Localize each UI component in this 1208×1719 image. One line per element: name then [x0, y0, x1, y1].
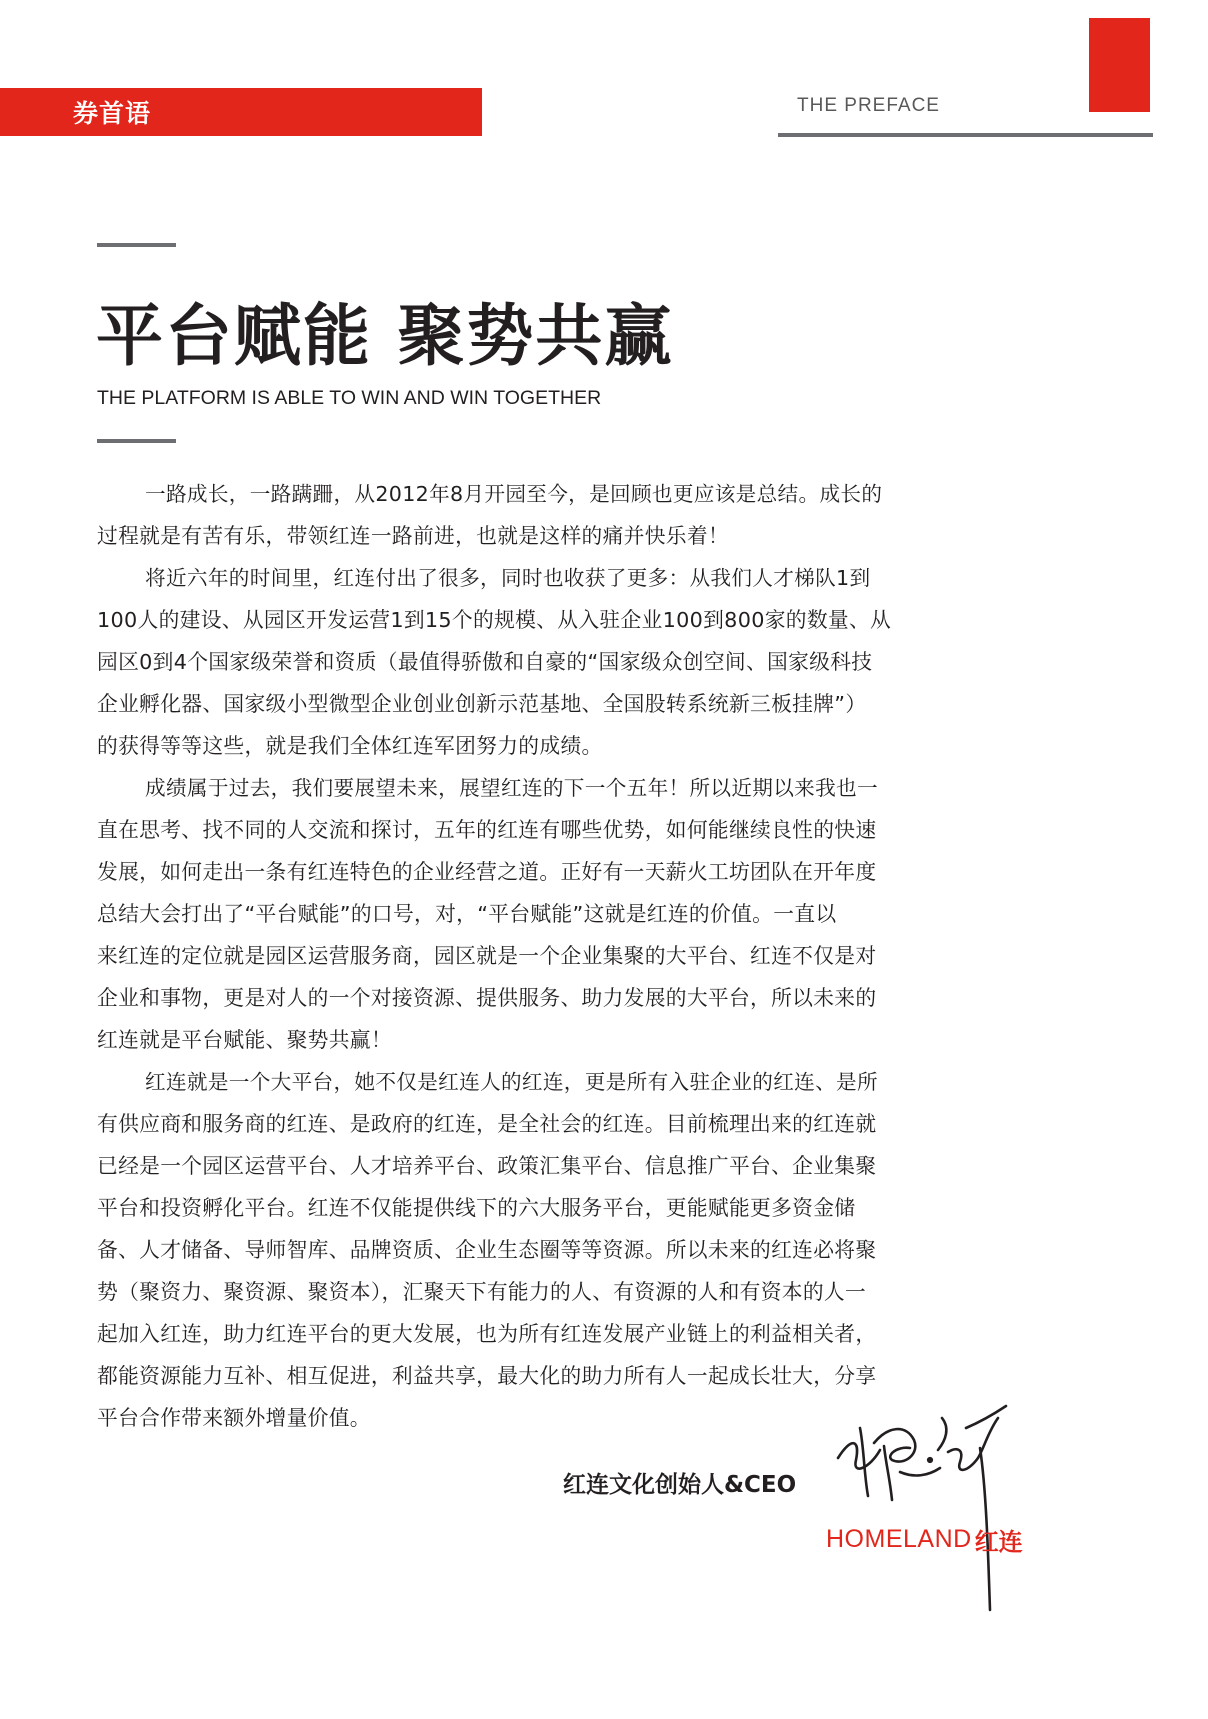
- article-subtitle: THE PLATFORM IS ABLE TO WIN AND WIN TOGETHER: [97, 387, 602, 409]
- body-line: 都能资源能力互补、相互促进，利益共享，最大化的助力所有人一起成长壮大，分享: [97, 1364, 877, 1388]
- body-line: 势（聚资力、聚资源、聚资本），汇聚天下有能力的人、有资源的人和有资本的人一: [97, 1280, 867, 1304]
- body-line: 将近六年的时间里，红连付出了很多，同时也收获了更多：从我们人才梯队1到: [145, 566, 871, 590]
- body-line: 企业和事物，更是对人的一个对接资源、提供服务、助力发展的大平台，所以未来的: [97, 986, 877, 1010]
- body-line: 100人的建设、从园区开发运营1到15个的规模、从入驻企业100到800家的数量、从: [97, 608, 892, 632]
- section-header-bar: [0, 88, 482, 136]
- body-line: 成绩属于过去，我们要展望未来，展望红连的下一个五年！所以近期以来我也一: [145, 776, 878, 800]
- body-line: 起加入红连，助力红连平台的更大发展，也为所有红连发展产业链上的利益相关者，: [97, 1322, 877, 1346]
- section-label: 券首语: [73, 99, 152, 128]
- homeland-brand-logo: [826, 1522, 1023, 1557]
- body-line: 发展，如何走出一条有红连特色的企业经营之道。正好有一天薪火工坊团队在开年度: [97, 860, 877, 884]
- body-line: 园区0到4个国家级荣誉和资质（最值得骄傲和自豪的“国家级众创空间、国家级科技: [97, 650, 873, 674]
- body-line: 一路成长，一路蹒跚，从2012年8月开园至今，是回顾也更应该是总结。成长的: [145, 482, 883, 506]
- preface-label: THE PREFACE: [797, 95, 940, 116]
- author-title: 红连文化创始人&CEO: [563, 1472, 797, 1498]
- body-line: 有供应商和服务商的红连、是政府的红连，是全社会的红连。目前梳理出来的红连就: [97, 1112, 877, 1136]
- body-line: 已经是一个园区运营平台、人才培养平台、政策汇集平台、信息推广平台、企业集聚: [97, 1154, 877, 1178]
- body-line: 过程就是有苦有乐，带领红连一路前进，也就是这样的痛并快乐着！: [97, 524, 729, 548]
- body-line: 的获得等等这些，就是我们全体红连军团努力的成绩。: [97, 734, 603, 758]
- body-line: 企业孵化器、国家级小型微型企业创业创新示范基地、全国股转系统新三板挂牌”）: [97, 692, 867, 716]
- article-body: [97, 473, 1047, 1439]
- body-line: 平台和投资孵化平台。红连不仅能提供线下的六大服务平台，更能赋能更多资金储: [97, 1196, 856, 1220]
- body-line: 红连就是平台赋能、聚势共赢！: [97, 1028, 392, 1052]
- preface-underline: [778, 133, 1153, 137]
- brand-name-en: HOMELAND: [826, 1525, 972, 1553]
- brand-name-cn: 红连: [974, 1528, 1023, 1556]
- body-line: 总结大会打出了“平台赋能”的口号，对，“平台赋能”这就是红连的价值。一直以: [97, 902, 837, 926]
- body-line: 直在思考、找不同的人交流和探讨，五年的红连有哪些优势，如何能继续良性的快速: [97, 818, 877, 842]
- article-title: 平台赋能 聚势共赢: [96, 297, 674, 375]
- body-line: 备、人才储备、导师智库、品牌资质、企业生态圈等等资源。所以未来的红连必将聚: [97, 1238, 877, 1262]
- body-line: 来红连的定位就是园区运营服务商，园区就是一个企业集聚的大平台、红连不仅是对: [97, 944, 877, 968]
- handwritten-signature: [830, 1388, 1010, 1618]
- body-line: 红连就是一个大平台，她不仅是红连人的红连，更是所有入驻企业的红连、是所: [145, 1070, 878, 1094]
- body-line: 平台合作带来额外增量价值。: [97, 1406, 371, 1430]
- title-bottom-rule: [97, 439, 176, 443]
- corner-accent-block: [1089, 18, 1150, 112]
- title-top-rule: [97, 243, 176, 247]
